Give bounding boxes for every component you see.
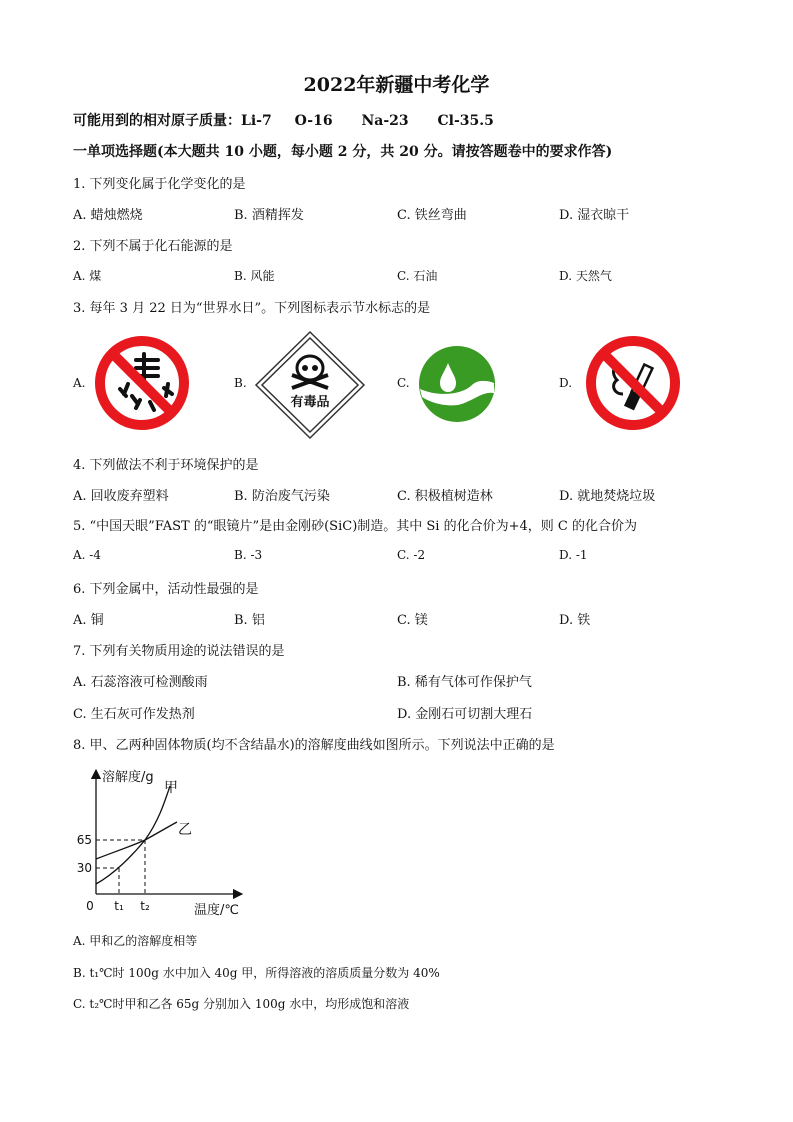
curve-label-jia: 甲	[164, 780, 178, 796]
page-title: 2022年新疆中考化学	[303, 74, 490, 96]
origin-label: 0	[86, 899, 94, 913]
question-5-stem: 5. “中国天眼”FAST 的“眼镜片”是由金刚砂(SiC)制造。其中 Si 的化合价为+4，则 C 的化合价为	[73, 519, 637, 534]
q6-option-b: B. 铝	[234, 613, 265, 628]
q7-option-b: B. 稀有气体可作保护气	[397, 675, 532, 690]
atomic-mass-o: O-16	[294, 113, 333, 129]
x-axis-label: 温度/℃	[194, 903, 239, 918]
atomic-mass-na: Na-23	[361, 113, 409, 129]
q3-option-a: A.	[73, 376, 86, 390]
y-tick-65: 65	[76, 833, 92, 847]
q2-option-d: D. 天然气	[559, 269, 612, 283]
q2-option-c: C. 石油	[397, 269, 438, 283]
q8-option-c: C. t₂℃时甲和乙各 65g 分别加入 100g 水中，均形成饱和溶液	[73, 997, 410, 1011]
q6-option-d: D. 铁	[559, 613, 591, 628]
q5-option-c: C. -2	[397, 548, 426, 562]
no-burning-icon	[92, 334, 192, 432]
atomic-mass-cl: Cl-35.5	[437, 113, 494, 129]
q5-option-b: B. -3	[234, 548, 263, 562]
q8-option-a: A. 甲和乙的溶解度相等	[73, 934, 198, 948]
water-saving-icon	[418, 345, 496, 423]
x-tick-t1: t₁	[114, 899, 124, 913]
q4-option-a: A. 回收废弃塑料	[73, 489, 169, 504]
q7-option-d: D. 金刚石可切割大理石	[397, 707, 533, 722]
atomic-mass-li: Li-7	[241, 113, 272, 129]
x-tick-t2: t₂	[140, 899, 150, 913]
q2-option-a: A. 煤	[73, 269, 102, 283]
curve-label-yi: 乙	[178, 822, 192, 838]
atomic-mass-line	[73, 110, 494, 130]
section-heading: 一单项选择题(本大题共 10 小题，每小题 2 分，共 20 分。请按答题卷中的要求作答)	[73, 144, 613, 160]
y-axis-label: 溶解度/g	[102, 770, 154, 785]
q1-option-b: B. 酒精挥发	[234, 208, 304, 223]
q3-option-c: C.	[397, 376, 410, 390]
q5-option-a: A. -4	[73, 548, 101, 562]
q8-option-b: B. t₁℃时 100g 水中加入 40g 甲，所得溶液的溶质质量分数为 40%	[73, 966, 440, 980]
q3-option-b: B.	[234, 376, 247, 390]
q1-option-a: A. 蜡烛燃烧	[73, 208, 143, 223]
question-1-stem: 1. 下列变化属于化学变化的是	[73, 177, 246, 192]
q7-option-c: C. 生石灰可作发热剂	[73, 707, 195, 722]
question-4-stem: 4. 下列做法不利于环境保护的是	[73, 458, 259, 473]
solubility-curve-graph	[74, 764, 249, 920]
question-6-stem: 6. 下列金属中，活动性最强的是	[73, 582, 259, 597]
q3-option-d: D.	[559, 376, 573, 390]
q4-option-d: D. 就地焚烧垃圾	[559, 489, 656, 504]
curve-jia	[96, 786, 170, 884]
q4-option-b: B. 防治废气污染	[234, 489, 330, 504]
q2-option-b: B. 风能	[234, 269, 275, 283]
q1-option-c: C. 铁丝弯曲	[397, 208, 467, 223]
toxic-skull-icon	[254, 330, 366, 440]
q6-option-c: C. 镁	[397, 613, 428, 628]
question-7-stem: 7. 下列有关物质用途的说法错误的是	[73, 644, 285, 659]
question-3-stem: 3. 每年 3 月 22 日为“世界水日”。下列图标表示节水标志的是	[73, 301, 431, 316]
no-smoking-icon	[583, 334, 683, 432]
q6-option-a: A. 铜	[73, 613, 104, 628]
question-8-stem: 8. 甲、乙两种固体物质(均不含结晶水)的溶解度曲线如图所示。下列说法中正确的是	[73, 738, 555, 753]
toxic-label: 有毒品	[290, 395, 330, 410]
q4-option-c: C. 积极植树造林	[397, 489, 493, 504]
q1-option-d: D. 湿衣晾干	[559, 208, 630, 223]
atomic-mass-label: 可能用到的相对原子质量：	[73, 113, 241, 129]
question-2-stem: 2. 下列不属于化石能源的是	[73, 239, 233, 254]
q5-option-d: D. -1	[559, 548, 588, 562]
curve-yi	[96, 822, 177, 859]
y-tick-30: 30	[76, 861, 92, 875]
q7-option-a: A. 石蕊溶液可检测酸雨	[73, 675, 208, 690]
